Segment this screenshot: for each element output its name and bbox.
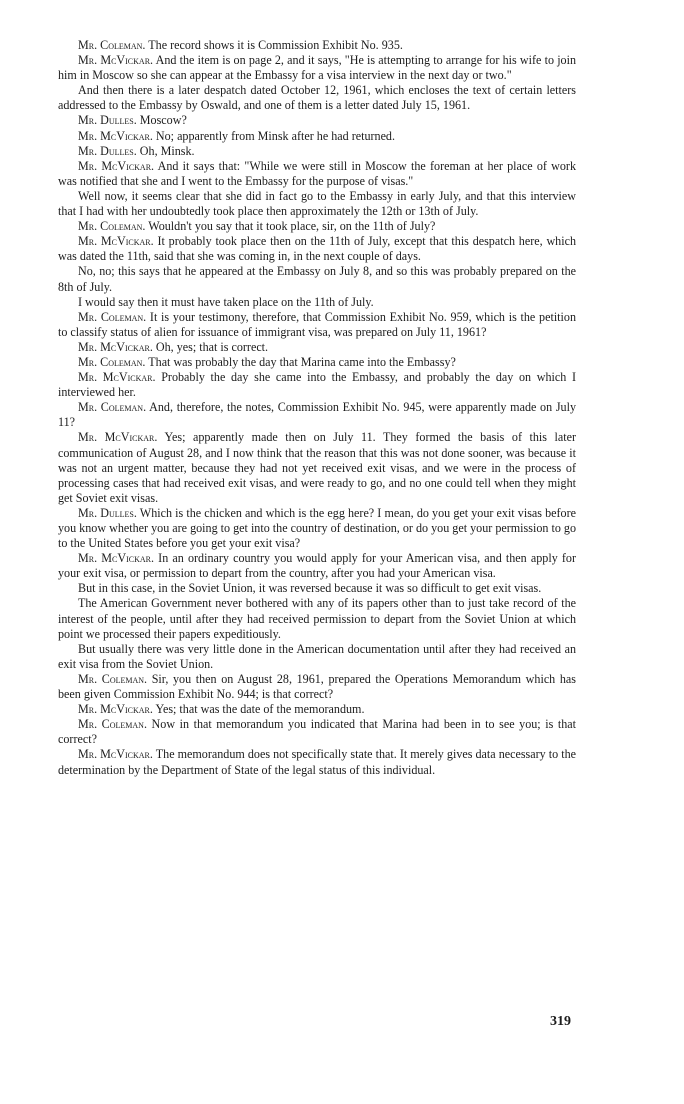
speaker: Mr. Dulles. <box>78 113 137 128</box>
paragraph-text: And, therefore, the notes, Commission Exhibit No. 945, were apparently made on July 11? <box>58 400 577 430</box>
page-number: 319 <box>550 1014 571 1029</box>
speaker: Mr. McVickar. <box>78 234 154 249</box>
speaker: Mr. Dulles. <box>78 143 137 158</box>
speaker: Mr. Coleman. <box>78 309 147 324</box>
paragraph <box>58 295 576 310</box>
paragraph-text: The memorandum does not specifically state that. It merely gives data necessary to the determination by the Department of State of the legal status of this individual. <box>58 747 577 777</box>
paragraph <box>58 747 576 777</box>
paragraph <box>58 113 576 128</box>
paragraph-text: Which is the chicken and which is the egg here? I mean, do you get your exit visas before you know whether you are going to get into the country of destination, or do you get your permission to go to the United States before you get your exit visa? <box>58 505 576 551</box>
paragraph-text: Well now, it seems clear that she did in fact go to the Embassy in early July, and that this interview that I had with her undoubtedly took place then approximately the 12th or 13th of July. <box>58 188 576 219</box>
paragraph-text: Wouldn't you say that it took place, sir, on the 11th of July? <box>145 219 436 234</box>
paragraph <box>58 551 576 581</box>
paragraph-text: The record shows it is Commission Exhibit No. 935. <box>145 38 403 52</box>
paragraph-text: And the item is on page 2, and it says, "He is attempting to arrange for his wife to join him in Moscow so she can appear at the Embassy for a visa interview in the next day or two." <box>58 53 577 83</box>
paragraph-text: And then there is a later despatch dated October 12, 1961, which encloses the text of certain letters addressed to the Embassy by Oswald, and one of them is a letter dated July 15, 1961. <box>58 83 576 113</box>
paragraph <box>58 38 576 53</box>
paragraph <box>58 400 576 430</box>
paragraph-text: Yes; that was the date of the memorandum. <box>152 702 365 717</box>
paragraph <box>58 83 576 113</box>
paragraph <box>58 234 576 264</box>
paragraph <box>58 129 576 144</box>
paragraph-text: Now in that memorandum you indicated that Marina had been in to see you; is that correct? <box>58 717 576 747</box>
testimony-text <box>58 38 576 778</box>
paragraph-text: And it says that: "While we were still in Moscow the foreman at her place of work was notified that she and I went to the Embassy for the purpose of visas." <box>58 158 576 188</box>
paragraph <box>58 144 576 159</box>
paragraph <box>58 596 576 641</box>
paragraph <box>58 506 576 551</box>
paragraph-text: Sir, you then on August 28, 1961, prepared the Operations Memorandum which has been given Commission Exhibit No. 944; is that correct? <box>58 671 576 702</box>
speaker: Mr. Coleman. <box>78 671 148 686</box>
paragraph-text: That was probably the day that Marina came into the Embassy? <box>145 354 456 369</box>
speaker: Mr. McVickar. <box>78 430 158 445</box>
paragraph <box>58 672 576 702</box>
speaker: Mr. McVickar. <box>78 747 153 762</box>
paragraph <box>58 642 576 672</box>
paragraph-text: No; apparently from Minsk after he had returned. <box>152 128 396 143</box>
paragraph-text: No, no; this says that he appeared at the Embassy on July 8, and so this was probably prepared on the 8th of July. <box>58 264 576 294</box>
paragraph-text: It is your testimony, therefore, that Commission Exhibit No. 959, which is the petition to classify status of alien for issuance of immigrant visa, was prepared on July 11, 1961? <box>58 309 576 339</box>
speaker: Mr. Coleman. <box>78 400 147 415</box>
paragraph-text: Oh, Minsk. <box>136 143 195 158</box>
speaker: Mr. Coleman. <box>78 219 146 234</box>
paragraph-text: I would say then it must have taken place on the 11th of July. <box>78 294 374 309</box>
paragraph-text: Yes; apparently made then on July 11. They formed the basis of this later communication of August 28, and I now think that the reason that this was not done sooner, was because it was not an urgent matter, because they had not yet received exit visas, and we were in the process of processing cases that had received exit visas, and were ready to go, and no one could tell when they might get Soviet exit visas. <box>58 430 577 505</box>
paragraph-text: The American Government never bothered with any of its papers other than to just take record of the interest of the people, until after they had received permission to depart from the Soviet Union at which point we processed their papers expeditiously. <box>58 596 576 641</box>
paragraph <box>58 340 576 355</box>
paragraph-text: It probably took place then on the 11th of July, except that this despatch here, which was dated the 11th, said that she was coming in, in the next couple of days. <box>58 234 576 264</box>
paragraph-text: Oh, yes; that is correct. <box>152 339 269 354</box>
speaker: Mr. Dulles. <box>78 505 137 520</box>
speaker: Mr. McVickar. <box>78 128 153 143</box>
paragraph <box>58 581 576 596</box>
speaker: Mr. McVickar. <box>78 551 155 566</box>
paragraph <box>58 370 576 400</box>
speaker: Mr. Coleman. <box>78 38 146 52</box>
paragraph-text: Probably the day she came into the Embassy, and probably the day on which I interviewed her. <box>58 370 577 400</box>
speaker: Mr. Coleman. <box>78 717 147 732</box>
paragraph <box>58 159 576 189</box>
speaker: Mr. McVickar. <box>78 53 154 68</box>
speaker: Mr. McVickar. <box>78 158 155 173</box>
paragraph-text: In an ordinary country you would apply for your American visa, and then apply for your exit visa, or permission to depart from the country, after you had your American visa. <box>58 551 576 581</box>
paragraph <box>58 264 576 294</box>
paragraph <box>58 430 576 505</box>
paragraph <box>58 310 576 340</box>
paragraph <box>58 53 576 83</box>
paragraph <box>58 717 576 747</box>
speaker: Mr. Coleman. <box>78 354 146 369</box>
paragraph <box>58 702 576 717</box>
paragraph-text: But usually there was very little done in the American documentation until after they had received an exit visa from the Soviet Union. <box>58 641 576 671</box>
paragraph <box>58 355 576 370</box>
speaker: Mr. McVickar. <box>78 370 156 385</box>
speaker: Mr. McVickar. <box>78 339 153 354</box>
paragraph-text: Moscow? <box>136 113 187 128</box>
paragraph <box>58 189 576 219</box>
speaker: Mr. McVickar. <box>78 702 153 717</box>
paragraph-text: But in this case, in the Soviet Union, it was reversed because it was so difficult to get exit visas. <box>78 581 542 596</box>
paragraph <box>58 219 576 234</box>
